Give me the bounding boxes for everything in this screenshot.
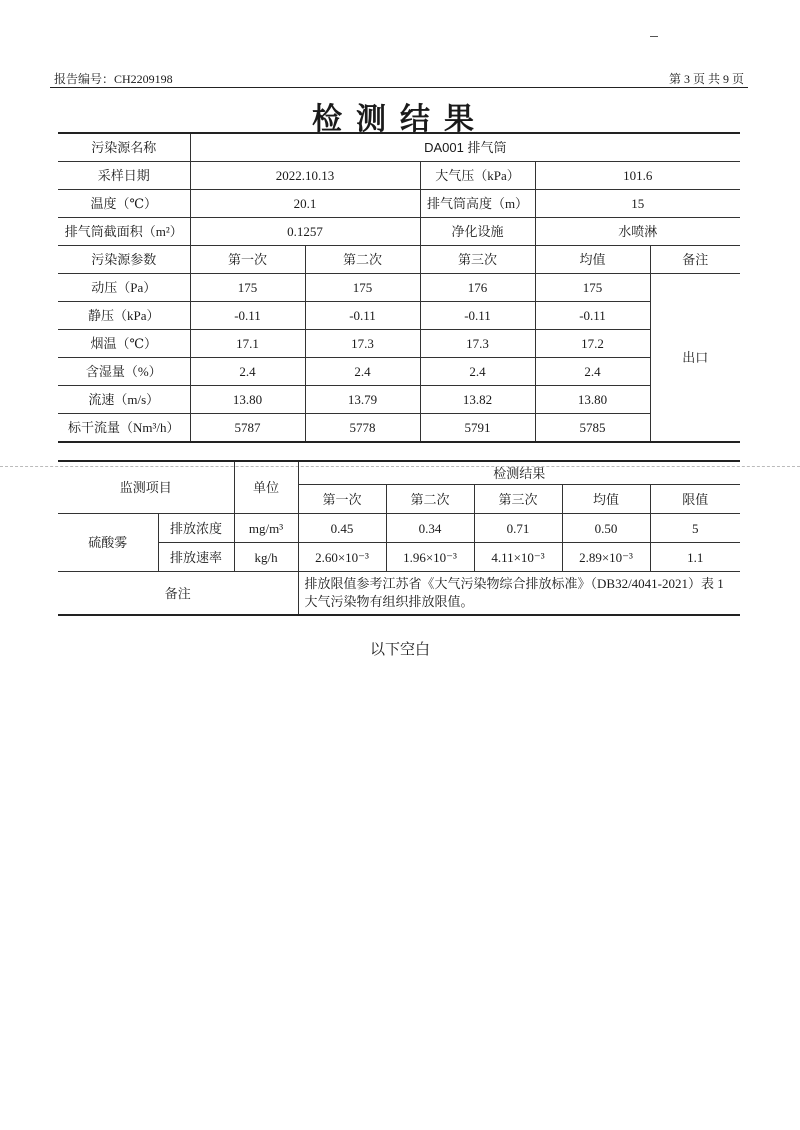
param-value: 5787	[190, 414, 305, 443]
param-value: 13.82	[420, 386, 535, 414]
column-header: 污染源参数	[58, 246, 190, 274]
temperature-label: 温度（℃）	[58, 190, 190, 218]
param-value: 175	[190, 274, 305, 302]
table-row	[58, 386, 740, 414]
param-label: 烟温（℃）	[58, 330, 190, 358]
param-label: 含湿量（%）	[58, 358, 190, 386]
source-name-label: 污染源名称	[58, 133, 190, 162]
result-value: 2.89×10⁻³	[562, 543, 650, 572]
table-header-row	[58, 246, 740, 274]
table-row	[58, 190, 740, 218]
remark-cell: 出口	[650, 274, 740, 443]
param-label: 静压（kPa）	[58, 302, 190, 330]
result-value: 0.34	[386, 514, 474, 543]
table-header-row	[58, 461, 740, 485]
table-row	[58, 133, 740, 162]
metric-label: 排放速率	[158, 543, 234, 572]
column-header: 第二次	[386, 485, 474, 514]
param-value: 176	[420, 274, 535, 302]
pressure-value: 101.6	[535, 162, 740, 190]
column-header: 均值	[562, 485, 650, 514]
param-value: 17.3	[305, 330, 420, 358]
report-number: 报告编号：CH2209198	[54, 72, 173, 86]
param-value: -0.11	[190, 302, 305, 330]
column-header: 备注	[650, 246, 740, 274]
param-value: 5791	[420, 414, 535, 443]
source-params-table	[58, 132, 740, 443]
param-value: 175	[535, 274, 650, 302]
result-header: 检测结果	[298, 461, 740, 485]
result-value: 0.50	[562, 514, 650, 543]
unit-cell: mg/m³	[234, 514, 298, 543]
param-label: 动压（Pa）	[58, 274, 190, 302]
param-value: 17.2	[535, 330, 650, 358]
column-header: 第一次	[298, 485, 386, 514]
param-value: -0.11	[305, 302, 420, 330]
table-row	[58, 572, 740, 616]
param-value: 175	[305, 274, 420, 302]
param-label: 流速（m/s）	[58, 386, 190, 414]
section-area-value: 0.1257	[190, 218, 420, 246]
monitor-item-header: 监测项目	[58, 461, 234, 514]
result-value: 2.60×10⁻³	[298, 543, 386, 572]
pressure-label: 大气压（kPa）	[420, 162, 535, 190]
param-label: 标干流量（Nm³/h）	[58, 414, 190, 443]
blank-below-marker: 以下空白	[369, 642, 430, 658]
note-label: 备注	[58, 572, 298, 616]
column-header: 第一次	[190, 246, 305, 274]
result-value: 0.45	[298, 514, 386, 543]
temperature-value: 20.1	[190, 190, 420, 218]
table-row	[58, 414, 740, 443]
table-row	[58, 514, 740, 543]
param-value: 17.1	[190, 330, 305, 358]
column-header: 限值	[650, 485, 740, 514]
purification-value: 水喷淋	[535, 218, 740, 246]
param-value: 17.3	[420, 330, 535, 358]
note-text: 排放限值参考江苏省《大气污染物综合排放标准》（DB32/4041-2021）表 1 大气污染物有组织排放限值。	[298, 572, 740, 616]
table-row	[58, 543, 740, 572]
param-value: -0.11	[420, 302, 535, 330]
metric-label: 排放浓度	[158, 514, 234, 543]
sampling-date-label: 采样日期	[58, 162, 190, 190]
result-value: 0.71	[474, 514, 562, 543]
page-title: 检测结果	[312, 102, 488, 137]
table-row	[58, 162, 740, 190]
header-rule	[50, 87, 748, 88]
column-header: 第二次	[305, 246, 420, 274]
column-header: 第三次	[420, 246, 535, 274]
source-name: DA001 排气筒	[190, 133, 740, 162]
table-row	[58, 302, 740, 330]
column-header: 均值	[535, 246, 650, 274]
section-area-label: 排气筒截面积（m²）	[58, 218, 190, 246]
page-number: 第 3 页 共 9 页	[668, 72, 744, 86]
param-value: 2.4	[190, 358, 305, 386]
unit-cell: kg/h	[234, 543, 298, 572]
limit-value: 5	[650, 514, 740, 543]
param-value: 5785	[535, 414, 650, 443]
table-row	[58, 330, 740, 358]
scan-mark	[650, 36, 658, 37]
result-value: 1.96×10⁻³	[386, 543, 474, 572]
stack-height-label: 排气筒高度（m）	[420, 190, 535, 218]
result-value: 4.11×10⁻³	[474, 543, 562, 572]
param-value: 2.4	[535, 358, 650, 386]
param-value: 2.4	[420, 358, 535, 386]
table-row	[58, 358, 740, 386]
param-value: 13.79	[305, 386, 420, 414]
unit-header: 单位	[234, 461, 298, 514]
sampling-date: 2022.10.13	[190, 162, 420, 190]
table-row	[58, 218, 740, 246]
column-header: 第三次	[474, 485, 562, 514]
param-value: 13.80	[535, 386, 650, 414]
pollutant-name: 硫酸雾	[58, 514, 158, 572]
param-value: 5778	[305, 414, 420, 443]
stack-height-value: 15	[535, 190, 740, 218]
limit-value: 1.1	[650, 543, 740, 572]
monitoring-results-table	[58, 460, 740, 616]
param-value: 2.4	[305, 358, 420, 386]
param-value: -0.11	[535, 302, 650, 330]
table-row	[58, 274, 740, 302]
purification-label: 净化设施	[420, 218, 535, 246]
param-value: 13.80	[190, 386, 305, 414]
